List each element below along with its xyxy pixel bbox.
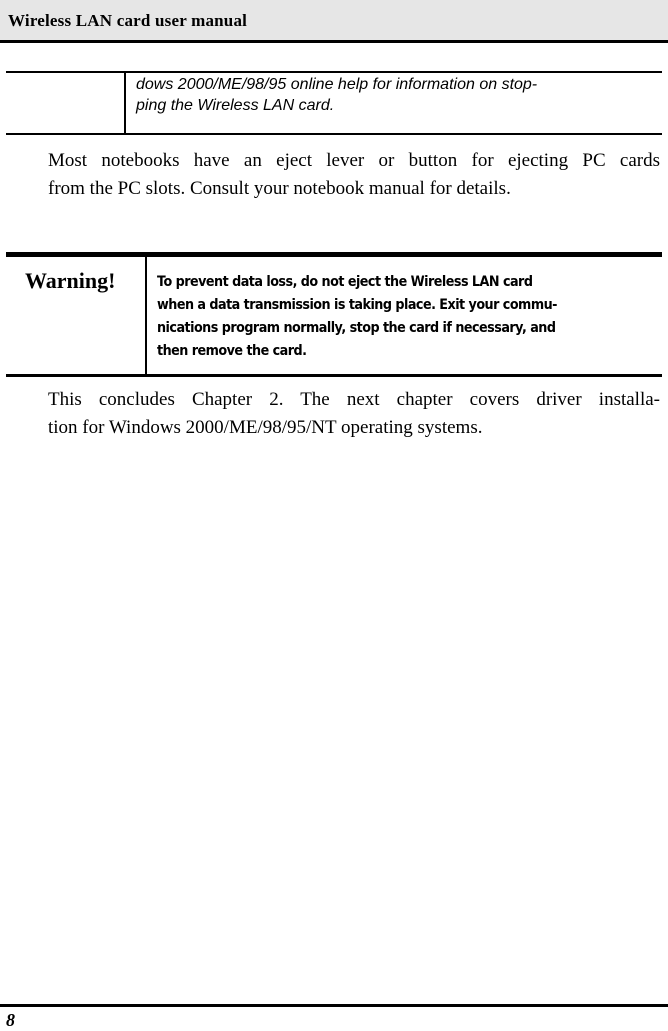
chapter-conclusion-paragraph	[48, 386, 660, 442]
paragraph-line: This concludes Chapter 2. The next chapter covers driver installa-	[48, 389, 660, 410]
warning-line: when a data transmission is taking place. Exit your commu-	[157, 297, 557, 313]
footer-rule	[0, 1004, 668, 1007]
eject-paragraph	[48, 147, 660, 203]
warning-top-rule	[6, 252, 662, 257]
manual-title: Wireless LAN card user manual	[8, 11, 248, 30]
warning-text	[157, 271, 597, 363]
page-number: 8	[6, 1010, 15, 1030]
note-top-rule	[6, 71, 662, 73]
note-line: dows 2000/ME/98/95 online help for information on stop-	[136, 76, 538, 93]
warning-label: Warning!	[25, 268, 116, 293]
note-column-divider	[124, 71, 126, 134]
warning-line: then remove the card.	[157, 343, 307, 359]
page-header	[0, 0, 668, 43]
warning-column-divider	[145, 257, 147, 375]
paragraph-line: Most notebooks have an eject lever or button for ejecting PC cards	[48, 150, 660, 171]
warning-line: To prevent data loss, do not eject the Wireless LAN card	[157, 274, 533, 290]
note-bottom-rule	[6, 133, 662, 135]
warning-bottom-rule	[6, 374, 662, 377]
paragraph-line: from the PC slots. Consult your notebook manual for details.	[48, 178, 511, 199]
paragraph-line: tion for Windows 2000/ME/98/95/NT operating systems.	[48, 417, 483, 438]
warning-line: nications program normally, stop the card if necessary, and	[157, 320, 556, 336]
note-line: ping the Wireless LAN card.	[136, 97, 335, 114]
note-text	[136, 74, 656, 116]
